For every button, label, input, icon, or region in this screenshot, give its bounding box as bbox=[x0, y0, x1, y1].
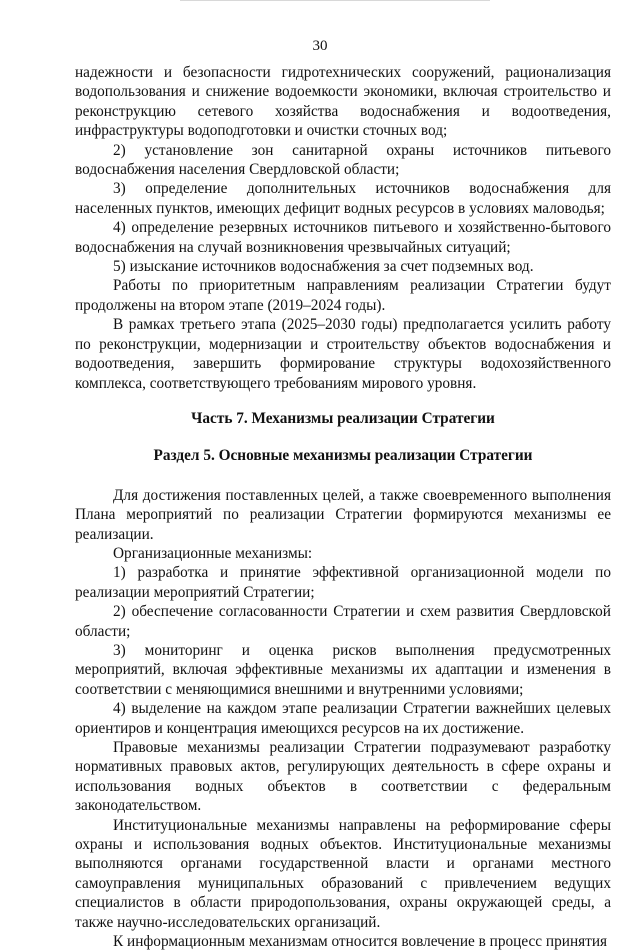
list-item: 4) определение резервных источников питьевого и хозяйственно-бытового водоснабжения на случай возникновения чрезвычайных ситуаций; bbox=[75, 219, 611, 256]
page-body bbox=[75, 63, 611, 951]
paragraph: Для достижения поставленных целей, а также своевременного выполнения Плана мероприятий по реализации Стратегии формируются механизмы ее реализации. bbox=[75, 486, 611, 543]
list-item: 3) мониторинг и оценка рисков выполнения предусмотренных мероприятий, включая эффективные механизмы их адаптации и изменения в соответствии с меняющимися внешними и внутренними условиями; bbox=[75, 641, 611, 698]
list-item: 3) определение дополнительных источников водоснабжения для населенных пунктов, имеющих дефицит водных ресурсов в условиях маловодья; bbox=[75, 180, 611, 217]
list-item: 2) обеспечение согласованности Стратегии и схем развития Свердловской области; bbox=[75, 603, 611, 640]
list-item: 1) разработка и принятие эффективной организационной модели по реализации мероприятий Стратегии; bbox=[75, 564, 611, 601]
paragraph: Организационные механизмы: bbox=[113, 544, 313, 562]
paragraph: К информационным механизмам относится вовлечение в процесс принятия bbox=[113, 933, 608, 951]
paragraph: надежности и безопасности гидротехнических сооружений, рационализация водопользования и снижение водоемкости экономики, включая строительство и реконструкцию сетевого хозяйства водоснабжения и водоотведения, инфраструктуры водоподготовки и очистки сточных вод; bbox=[75, 64, 611, 140]
scan-edge-line bbox=[180, 0, 490, 1]
page-number: 30 bbox=[312, 38, 328, 54]
paragraph: Правовые механизмы реализации Стратегии подразумевают разработку нормативных правовых актов, регулирующих деятельность в сфере охраны и использования водных объектов в соответствии с федеральным законодательством. bbox=[75, 739, 611, 815]
section-heading: Раздел 5. Основные механизмы реализации Стратегии bbox=[153, 447, 533, 465]
list-item: 4) выделение на каждом этапе реализации Стратегии важнейших целевых ориентиров и концентрация имеющихся ресурсов на их достижение. bbox=[75, 700, 611, 737]
paragraph: В рамках третьего этапа (2025–2030 годы) предполагается усилить работу по реконструкции, модернизации и строительству объектов водоснабжения и водоотведения, завершить формирование структуры водохозяйственного комплекса, соответствующего требованиям мирового уровня. bbox=[75, 316, 611, 392]
list-item: 2) установление зон санитарной охраны источников питьевого водоснабжения населения Свердловской области; bbox=[75, 141, 611, 179]
paragraph: Институциональные механизмы направлены на реформирование сферы охраны и использования водных объектов. Институциональные механизмы выполняются органами государственной власти и органами местного самоуправления муниципальных образований с привлечением ведущих специалистов в области природопользования, охраны окружающей среды, а также научно-исследовательских организаций. bbox=[75, 816, 611, 931]
list-item: 5) изыскание источников водоснабжения за счет подземных вод. bbox=[113, 258, 534, 276]
part-heading: Часть 7. Механизмы реализации Стратегии bbox=[191, 409, 495, 427]
paragraph: Работы по приоритетным направлениям реализации Стратегии будут продолжены на втором этапе (2019–2024 годы). bbox=[75, 277, 611, 314]
